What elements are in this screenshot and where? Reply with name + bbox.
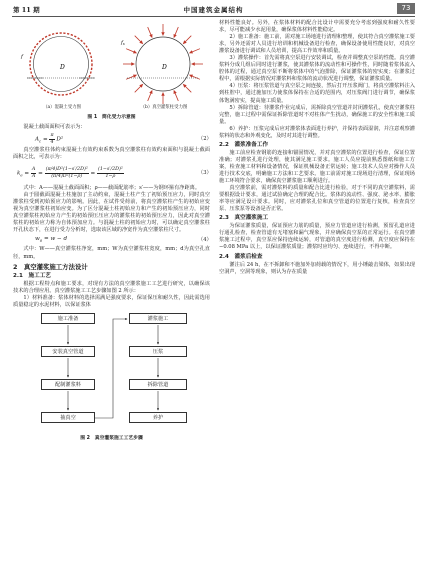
flow-step-mix-grout: 配制灌浆料 (41, 379, 95, 390)
equation-3: $k_e$ = $\frac{A}{A}$ = $\frac{\text{(π/4)D²(1−s′/2D)²}}{\text{(π/4)D²(1−ρ)}}$ = $\frac{\text{(1−s′/2D)²}}{1-\rho}$ （3） (17, 167, 212, 179)
subsection-heading: 2.4 灌浆后检查 (219, 253, 263, 260)
paragraph: 1）材料准备：浆体材料的选择需满足强度要求，保证保压和耐久性，因此需选用质量稳定的水泥材料，以保证浆体 (13, 294, 210, 308)
figure-2-flowchart (13, 311, 210, 443)
flow-step-prepare: 施工准备 (41, 313, 95, 324)
svg-text:f: f (21, 54, 23, 60)
paragraph: 混凝土截面面积可表示为： (23, 124, 86, 130)
paragraph: 4）压浆：将压浆管道与真空泵之间连接，然后打开压浆阀门，将真空灌浆料注入到柱腔中，通过施加压力使浆体保持在合适的范围内，对压浆阀门进行调节，确保浆体饱满密实，提高施工质量。 (219, 83, 415, 104)
force-arrowhead (174, 35, 176, 38)
paragraph: 根据工程特点和施工要求，对现有方法的真空灌浆施工工艺进行研究，以确保该技术的合理应用。真空灌浆施工工艺步骤如图 2 所示： (13, 280, 210, 294)
svg-text:D: D (60, 64, 65, 71)
flow-step-pressure: 压浆 (129, 346, 187, 357)
force-arrowhead (150, 35, 152, 38)
force-arrowhead (162, 93, 164, 95)
subsection-heading: 2.1 施工工艺 (13, 272, 51, 279)
flow-step-install-pipe: 安装真空管道 (41, 346, 95, 357)
subsection-heading: 2.2 灌浆准备工作 (219, 141, 269, 148)
section-heading: 2 真空灌浆施工方法设计 (13, 262, 88, 271)
paragraph: 3）灌浆操作：首先需将真空泵进行安装调试，检查并调整真空泵的性能。真空灌浆料分成几组后同时进行灌浆，使其灌浆体的流动性和可操作性，同时随着浆体流入腔体的过程，通过真空泵不断将浆体中的气泡排除，保证灌浆体的密实度；在灌浆过程中，需根据实际情况对灌浆料和浆体的流动状况进行调整，保证灌浆质量。 (219, 55, 415, 83)
concrete-circle-diagram (20, 33, 95, 95)
page-number: 73 (397, 3, 415, 14)
svg-text:fs: $f_s$ (121, 40, 125, 46)
paragraph: 式中：A——混凝土截面面积；ρ——截面配筋率；s′——为钢环箍有净距离。 (23, 185, 201, 192)
force-arrowhead (192, 63, 194, 65)
figure-1-drawing (13, 22, 210, 114)
figure-1b-caption: （b）真空灌浆柱受力图 (140, 105, 188, 110)
force-arrowhead (162, 33, 164, 35)
header-rule (12, 16, 415, 17)
paragraph: 材料性能良好。另外，在浆体材料的配合比设计中需要充分考虑到强度和耐久性要求，尽可能减少水泥用量，确保浆体材料性能稳定。 (219, 20, 415, 34)
force-arrowhead (150, 91, 152, 94)
paragraph: 真空灌浆前，需对灌浆料的质量和配合比进行检验，对于不同的真空灌浆料，需要根据设计要求，通过试验确定合理的配合比。浆体的流动性、强度、泌水率、膨胀率等应满足设计要求。同时，应对灌浆孔位和真空管道的位置进行复核，检查真空泵、压浆泵等设备是否正常。 (219, 185, 415, 213)
paragraph: 式中：W——真空灌浆柱净宽，mm；W为真空灌浆柱宽度，mm；d为真空孔直径，mm。 (13, 246, 210, 260)
paragraph: 5）拆除管道：待灌浆作业完成后，需拆除真空管道并封闭灌浆孔，使真空灌浆柱完整，施工过程中需保证拆除管道时不对柱体产生扰动，确保施工的安全性和施工质量。 (219, 104, 415, 125)
svg-text:D: D (162, 64, 167, 71)
paragraph: 2）施工准备：施工前，需对施工场地进行清理和整理，使其符合真空灌浆施工要求，另外还需对人员进行培训和机械设备进行检查，确保设备使用性能良好，对真空灌浆设备进行调试和人员培训，提高工作效率和质量。 (219, 34, 415, 55)
journal-title: 中国建筑金属结构 (183, 6, 244, 14)
flow-step-vacuum: 抽真空 (41, 412, 95, 423)
equation-4: $w_0 = w - d$ （4） (35, 236, 212, 244)
figure-1 (13, 22, 210, 124)
paragraph: 真空灌浆柱体约束混凝土有效约束系数为真空灌浆柱有效约束面积与混凝土截面面积之比，可表示为： (13, 147, 210, 161)
paragraph: 由于圆截面混凝土柱施加了主动约束，混凝土柱产生了初始预压应力，同时真空灌浆柱受到初始预应力的影响。因此，在试件受荷前，将真空灌浆柱产生的初始应变视为真空灌浆柱初始应变。为了区分混凝土柱初始应力和产生的初始预压应力，同时真空灌浆柱初始应力产生的初始预压压应力的灌浆柱的初始预压应力，因此对真空灌浆柱的初始应力称为自体预加应力。与混凝土柱的初始应力时，可以确定真空灌浆柱开孔状态下，在进行受力分析时，选取该区域的净宽作为真空灌浆柱尺寸。 (13, 192, 210, 234)
paragraph: 灌注后 24 h，在不拆卸和不施加外加荷载的情况下，用小锤敲击梁体，如果出现空洞声，空洞等现象，则认为存在质量 (219, 261, 415, 275)
force-arrowhead (190, 75, 193, 77)
force-arrowhead (134, 75, 137, 77)
grout-column-diagram (120, 24, 203, 104)
paragraph: 施工前应检查钢筋的连接和锚固情况，并对真空灌浆的位置进行检查，保证位置准确；对灌浆孔进行处理，使其满足施工要求。施工人员应提前熟悉图纸和施工方案，检查施工材料和设备情况，保证机械设备正常运转；施工技术人员应对操作人员进行技术交底，明确施工方法和工艺要求。施工前需对施工现场进行清理，保证现场施工环境符合要求，确保真空灌浆施工顺利进行。 (219, 149, 415, 185)
flow-step-curing: 养护 (129, 412, 187, 423)
left-column (13, 22, 210, 443)
paragraph: 6）养护：压浆完成后应对灌浆体表面进行养护，并保持表面湿润，并注意观察灌浆料的状态和外观变化，及时对其进行调整。 (219, 125, 415, 139)
figure-1-caption: 图 1 简化受力示意图 (87, 115, 136, 120)
right-column (219, 20, 415, 276)
force-arrowhead (134, 51, 137, 53)
force-arrowhead (190, 51, 193, 53)
force-arrowhead (132, 63, 134, 65)
figure-2-caption: 图 2 真空灌浆施工工艺步骤 (80, 435, 143, 441)
page-header (0, 0, 427, 17)
figure-1a-caption: （a）混凝土受力图 (43, 105, 81, 110)
equation-2: $A_c$ = $\frac{\pi}{4}$ D² （2） (35, 132, 212, 145)
subsection-heading: 2.3 真空灌浆施工 (219, 215, 269, 222)
flow-step-remove-pipe: 拆除管道 (129, 379, 187, 390)
force-arrowhead (174, 91, 176, 94)
issue-number: 第 11 期 (13, 6, 40, 14)
paragraph: 为保证灌浆质量，保证预应力筋的质量，预应力管道应进行检测，预留孔道应进行通孔检查，检查管道有无堵塞和漏气现象，并应确保真空泵的正常运行。在真空灌浆施工过程中，真空泵应保持连续运转，对管道的真空度进行检测，真空度应保持在−0.08 MPa 以上，以保证灌浆质量；灌浆时应均匀、连续进行，不得中断。 (219, 223, 415, 251)
flow-step-grouting: 灌浆施工 (129, 313, 187, 324)
